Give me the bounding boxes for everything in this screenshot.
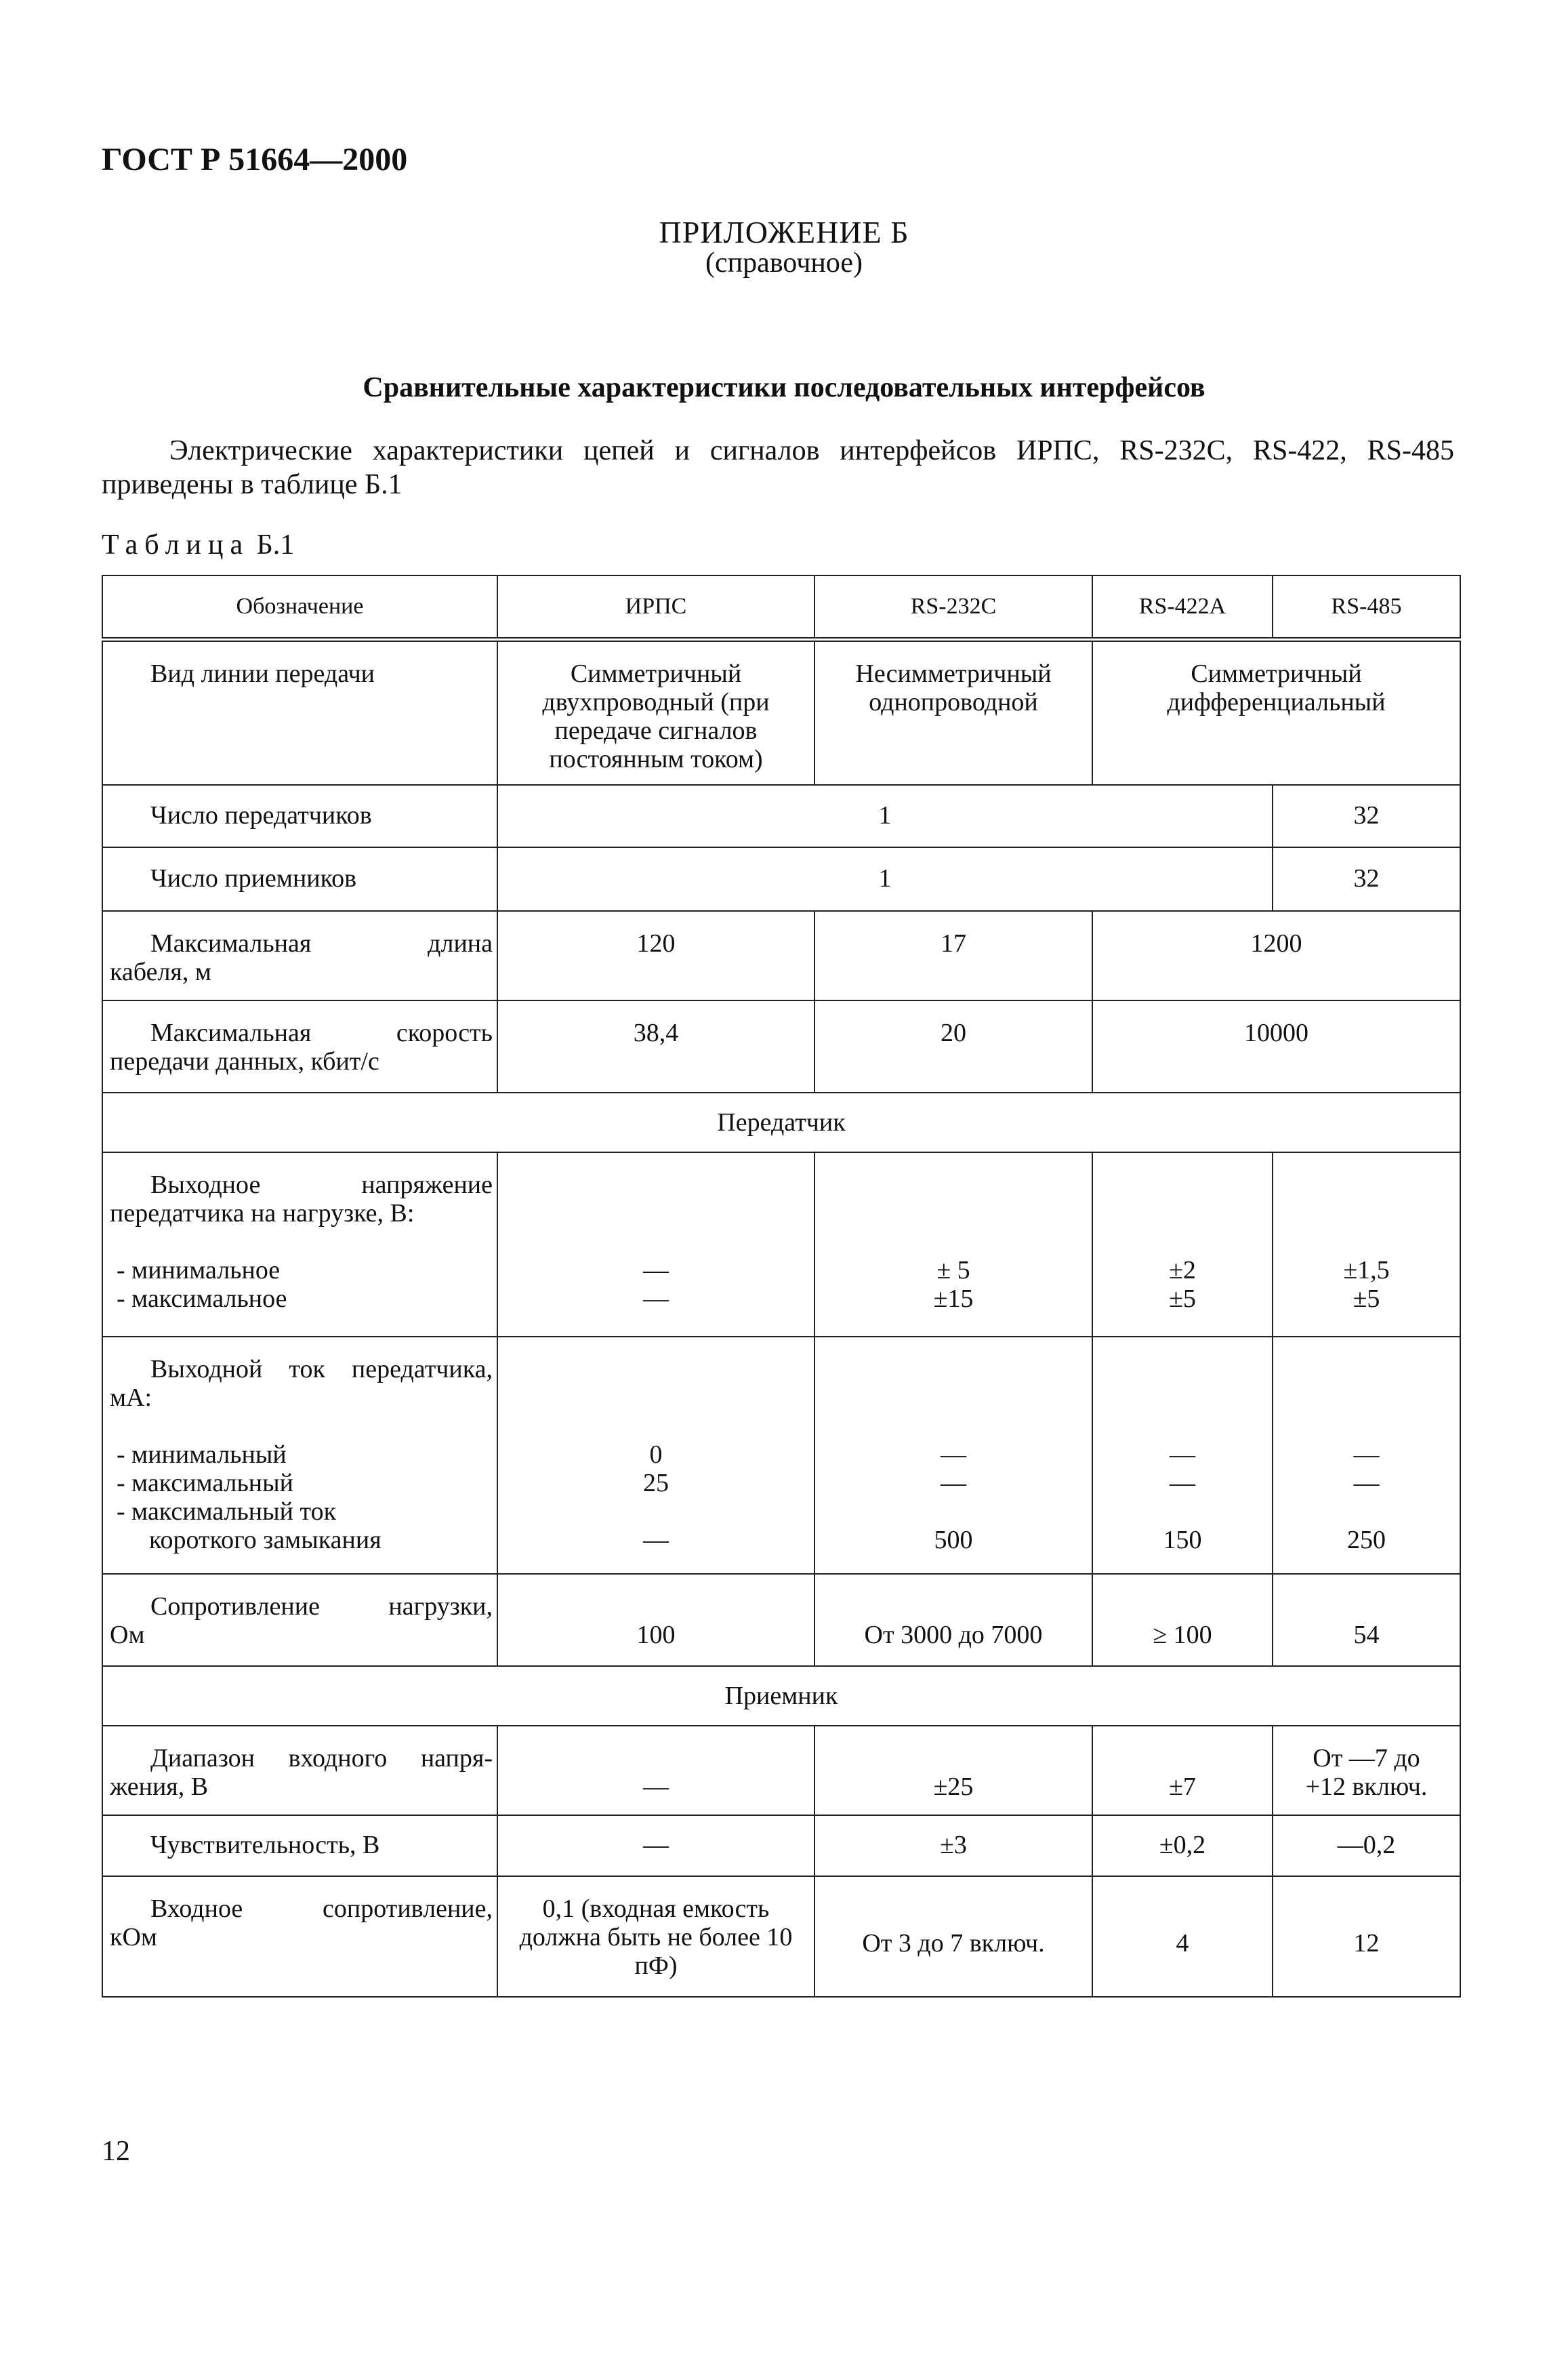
cell-rs485: ±1,5 ±5 <box>1273 1152 1460 1337</box>
header-designation: Обозначение <box>102 575 497 640</box>
cell-common: 1 <box>497 847 1273 911</box>
row-label: Максимальная скорость <box>150 1018 493 1047</box>
table-section-receiver <box>102 1666 1460 1726</box>
cell-rs422a: 4 <box>1092 1876 1273 1997</box>
table-row-line-type <box>102 640 1460 785</box>
intro-paragraph: Электрические характеристики цепей и сигналов интерфейсов ИРПС, RS-232C, RS-422, RS-485 приведены в таблице Б.1 <box>102 435 1454 500</box>
cell-rs422a: — — 150 <box>1092 1337 1273 1574</box>
comparison-table <box>102 575 1461 1998</box>
row-sublabel-min: - минимальное <box>117 1255 281 1284</box>
cell-irps: 0,1 (входная емкость должна быть не более 10 пФ) <box>497 1876 814 1997</box>
table-row-transmitters <box>102 785 1460 847</box>
cell-rs422a: ±0,2 <box>1092 1815 1273 1876</box>
cell-rs422-rs485: Симметричный дифференциальный <box>1092 640 1460 785</box>
cell-irps: — — <box>497 1152 814 1337</box>
table-section-transmitter <box>102 1093 1460 1152</box>
table-caption-word: Таблица <box>102 529 250 561</box>
cell-rs485: — — 250 <box>1273 1337 1460 1574</box>
table-row-sensitivity <box>102 1815 1460 1876</box>
cell-rs232c: — — 500 <box>814 1337 1092 1574</box>
cell-rs485: 12 <box>1273 1876 1460 1997</box>
row-label-cont: Ом <box>110 1620 145 1649</box>
header-rs485: RS-485 <box>1273 575 1460 640</box>
table-row-speed <box>102 1000 1460 1093</box>
cell-rs422-rs485: 1200 <box>1092 911 1460 1000</box>
cell-irps: — <box>497 1815 814 1876</box>
row-label: Максимальная длина <box>150 929 493 958</box>
cell-rs232c: От 3 до 7 включ. <box>814 1876 1092 1997</box>
cell-rs422-rs485: 10000 <box>1092 1000 1460 1093</box>
table-row-input-resistance <box>102 1876 1460 1997</box>
cell-rs485: От —7 до +12 включ. <box>1273 1726 1460 1815</box>
row-sublabel-max: - максимальное <box>117 1284 287 1313</box>
cell-rs485: 54 <box>1353 1620 1380 1649</box>
table-caption-number: Б.1 <box>256 529 295 561</box>
cell-rs232c: Несимметричный однопроводной <box>814 640 1092 785</box>
row-label: Число приемников <box>150 864 357 893</box>
row-label: Вид линии передачи <box>150 660 375 688</box>
cell-rs485: 32 <box>1273 785 1460 847</box>
row-label-cont: жения, В <box>110 1772 209 1801</box>
row-sublabel-sc-cont: короткого замыкания <box>149 1525 381 1554</box>
cell-rs422a: ±2 ±5 <box>1092 1152 1273 1337</box>
row-label-cont: кабеля, м <box>110 957 211 986</box>
table-row-receivers <box>102 847 1460 911</box>
table-row-input-range <box>102 1726 1460 1815</box>
row-sublabel-max: - максимальный <box>117 1468 294 1497</box>
row-label: Диапазон входного напря- <box>150 1743 493 1772</box>
row-label: Входное сопротивление, <box>150 1894 493 1923</box>
header-rs422a: RS-422A <box>1092 575 1273 640</box>
cell-rs485: —0,2 <box>1273 1815 1460 1876</box>
table-row-cable-length <box>102 911 1460 1000</box>
document-code: ГОСТ Р 51664—2000 <box>102 142 408 178</box>
header-irps: ИРПС <box>497 575 814 640</box>
cell-irps: Симметричный двухпроводный (при передаче сигналов постоянным током) <box>497 640 814 785</box>
cell-rs232c: 17 <box>814 911 1092 1000</box>
cell-rs485: 32 <box>1273 847 1460 911</box>
row-label: Выходное напряжение <box>150 1170 493 1199</box>
row-label-cont: передатчика на нагрузке, В: <box>110 1198 415 1228</box>
row-sublabel-sc: - максимальный ток <box>117 1497 337 1526</box>
section-title: Сравнительные характеристики последовательных интерфейсов <box>363 372 1205 403</box>
cell-rs232c: ±25 <box>933 1772 974 1801</box>
row-label: Число передатчиков <box>150 801 372 830</box>
table-row-output-voltage <box>102 1152 1460 1337</box>
header-rs232c: RS-232C <box>814 575 1092 640</box>
cell-rs232c: 20 <box>814 1000 1092 1093</box>
cell-common: 1 <box>497 785 1273 847</box>
row-label-cont: кОм <box>110 1922 157 1951</box>
row-label-cont: передачи данных, кбит/с <box>110 1047 379 1076</box>
cell-rs232c: ± 5 ±15 <box>814 1152 1092 1337</box>
cell-irps: 100 <box>636 1620 676 1649</box>
row-sublabel-min: - минимальный <box>117 1440 287 1469</box>
row-label: Сопротивление нагрузки, <box>150 1592 493 1621</box>
cell-irps: — <box>643 1772 669 1801</box>
cell-rs422a: ≥ 100 <box>1153 1620 1212 1649</box>
row-label: Выходной ток передатчика, <box>150 1354 493 1383</box>
appendix-title: ПРИЛОЖЕНИЕ Б <box>659 215 909 249</box>
page-number: 12 <box>102 2136 130 2167</box>
table-row-load-resistance <box>102 1574 1460 1666</box>
cell-rs232c: ±3 <box>814 1815 1092 1876</box>
cell-irps: 120 <box>497 911 814 1000</box>
row-label-cont: мА: <box>110 1383 152 1412</box>
cell-irps: 0 25 — <box>497 1337 814 1574</box>
section-label: Приемник <box>102 1666 1460 1726</box>
cell-irps: 38,4 <box>497 1000 814 1093</box>
table-header-row <box>102 575 1460 640</box>
cell-rs422a: ±7 <box>1169 1772 1196 1801</box>
table-caption <box>102 529 294 561</box>
appendix-subtitle: (справочное) <box>705 247 863 279</box>
table-row-output-current <box>102 1337 1460 1574</box>
row-label: Чувствительность, В <box>150 1830 380 1859</box>
section-label: Передатчик <box>102 1093 1460 1152</box>
cell-rs232c: От 3000 до 7000 <box>864 1620 1043 1649</box>
